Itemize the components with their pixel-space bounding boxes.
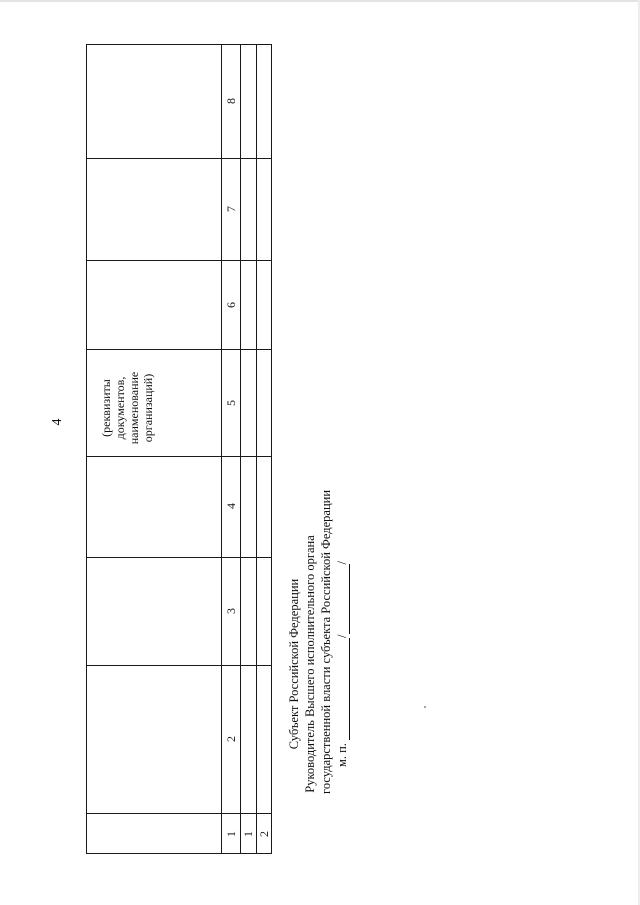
col-sep-8-7 <box>86 158 272 159</box>
column5-note-line: организаций) <box>141 373 155 443</box>
name-blank <box>337 564 350 634</box>
signature-block <box>286 489 370 794</box>
column5-note-line: документов, <box>113 376 127 440</box>
col-number-7: 7 <box>224 206 238 212</box>
col-number-4: 4 <box>224 503 238 509</box>
column5-note-line: (реквизиты <box>99 379 113 437</box>
column5-header-note <box>97 335 157 481</box>
table-row1-divider <box>256 44 257 854</box>
table-border-left <box>86 44 87 854</box>
table-border-right <box>271 44 272 854</box>
row-label-1: 1 <box>241 831 255 837</box>
col-number-3: 3 <box>224 608 238 614</box>
signature-slash: / <box>335 560 349 565</box>
row-label-2: 2 <box>257 831 271 837</box>
column5-note-line: наименование <box>127 371 141 445</box>
table-numrow-divider <box>240 44 241 854</box>
col-sep-2-1 <box>86 813 272 814</box>
table-border-top <box>86 44 272 45</box>
table-border-bottom <box>86 853 272 854</box>
col-number-8: 8 <box>224 98 238 104</box>
col-number-6: 6 <box>224 302 238 308</box>
col-sep-7-6 <box>86 260 272 261</box>
scan-speck <box>424 706 426 708</box>
scan-edge-top <box>0 0 640 2</box>
signature-line-authority: государственной власти субъекта Российской Федерации <box>319 489 333 794</box>
col-sep-3-2 <box>86 665 272 666</box>
signature-slash: / <box>335 634 349 638</box>
signature-blank <box>337 638 350 740</box>
col-number-5: 5 <box>224 400 238 406</box>
col-number-1: 1 <box>224 831 238 837</box>
table-header-divider <box>221 44 222 854</box>
page-number: 4 <box>50 418 65 426</box>
stamp-label: м. п. <box>335 743 349 768</box>
signature-line-head: Руководитель Высшего исполнительного органа <box>303 535 317 793</box>
signature-line-subject: Субъект Российской Федерации <box>287 578 301 750</box>
signature-fill-row <box>334 534 350 794</box>
col-number-2: 2 <box>224 736 238 742</box>
col-sep-4-3 <box>86 557 272 558</box>
